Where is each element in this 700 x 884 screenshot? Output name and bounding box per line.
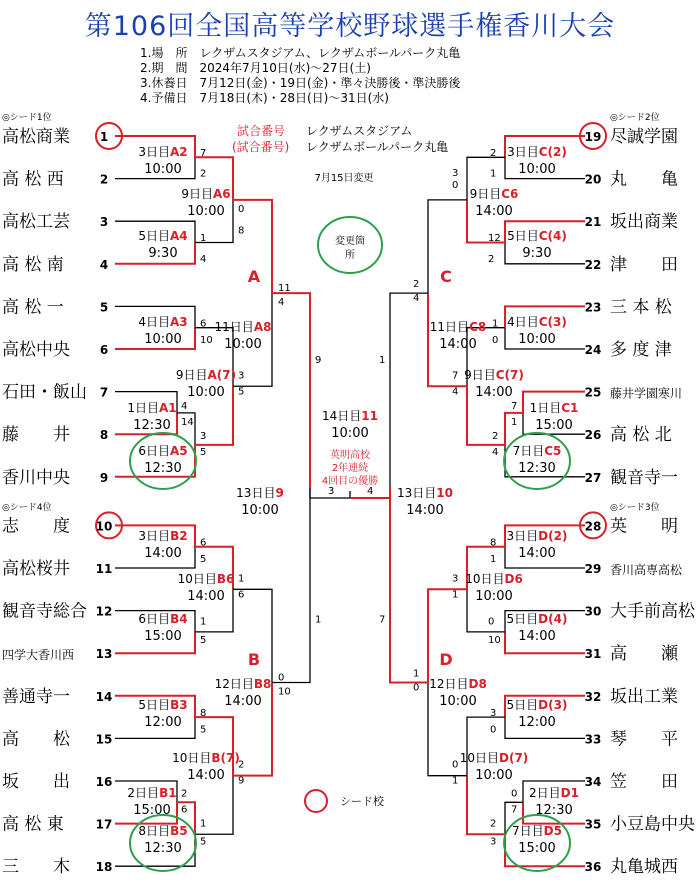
game-time: 12:30: [144, 841, 182, 856]
team-name-left: 坂 出: [2, 772, 70, 792]
score: 0: [511, 788, 518, 800]
game-time: 14:00: [439, 337, 477, 352]
score: 1: [511, 416, 518, 428]
score: 2: [492, 430, 499, 442]
score: 2: [488, 253, 495, 265]
team-number: 7: [99, 385, 109, 400]
game-id-label: 9日目C6: [469, 187, 519, 201]
game-time: 10:00: [224, 337, 262, 352]
team-number: 30: [584, 604, 602, 619]
game-time: 14:00: [144, 546, 182, 561]
game-id-label: 11日目C8: [429, 320, 487, 334]
score: 10: [278, 686, 291, 698]
game-time: 10:00: [475, 768, 513, 783]
score: 2: [490, 148, 497, 159]
game-time: 10:00: [439, 694, 477, 709]
game-id-label: 3日目D(2): [506, 529, 568, 543]
team-name-right: 高 松 北: [610, 425, 672, 446]
team-number: 23: [584, 300, 602, 315]
score: 11: [278, 283, 291, 295]
game-time: 14:00: [224, 694, 262, 709]
team-number: 33: [584, 732, 602, 747]
game-time: 12:00: [518, 715, 556, 730]
score: 2: [181, 788, 188, 800]
team-number: 18: [95, 860, 113, 875]
score: 10: [200, 335, 213, 346]
team-number: 12: [95, 604, 113, 619]
score: 0: [452, 179, 459, 191]
game-time: 15:00: [144, 629, 182, 644]
seed-label: ◎シード3位: [610, 503, 660, 513]
score: 9: [315, 355, 322, 367]
team-name-left: 観音寺総合: [2, 601, 87, 622]
game-time: 9:30: [522, 246, 552, 261]
team-number: 15: [95, 732, 113, 747]
bracket-line: [390, 293, 428, 488]
score: 1: [238, 573, 245, 585]
score: 7: [511, 400, 518, 412]
game-id-label: 4日目C(3): [507, 315, 567, 329]
team-name-left: 高 松: [2, 729, 70, 750]
score: 2: [238, 759, 245, 771]
team-name-right: 坂出商業: [610, 212, 678, 233]
score: 6: [200, 537, 207, 549]
game-time: 14:00: [475, 204, 513, 219]
seed-legend-icon: [305, 790, 327, 812]
score: 0: [490, 724, 497, 736]
team-number: 27: [584, 470, 602, 485]
team-name-right: 英 明: [610, 516, 678, 537]
venue-legend-text: レクザムスタジアム: [306, 124, 413, 138]
game-time: 15:00: [133, 803, 171, 818]
bracket-line: [272, 293, 310, 488]
block-letter: A: [247, 267, 261, 286]
team-number: 11: [95, 562, 113, 576]
team-name-right: 高 瀬: [610, 644, 678, 665]
game-id-label: 13日目9: [236, 486, 284, 500]
score: 7: [452, 370, 459, 382]
team-number: 24: [584, 343, 602, 357]
game-id-label: 9日目A6: [181, 187, 231, 201]
score: 12: [488, 233, 501, 245]
bracket-line: [467, 776, 505, 835]
team-number: 8: [99, 428, 109, 443]
score: 5: [200, 836, 207, 848]
team-number: 34: [584, 775, 602, 789]
game-time: 10:00: [475, 589, 513, 604]
team-number: 16: [95, 775, 113, 789]
game-time: 14:00: [187, 768, 225, 783]
team-number: 5: [99, 300, 109, 315]
info-venue: 1.場 所 レクザムスタジアム、レクザムボールパーク丸亀: [140, 46, 461, 60]
score: 5: [200, 635, 207, 647]
score: 0: [488, 616, 495, 628]
score: 8: [238, 225, 245, 237]
score: 6: [181, 804, 188, 816]
seed-label: ◎シード4位: [2, 503, 52, 513]
score: 3: [490, 707, 497, 719]
venue-legend-id: 試合番号: [237, 124, 286, 138]
team-name-right: 琴 平: [610, 729, 678, 750]
score: 2: [490, 818, 497, 830]
game-id-label: 2日目B1: [127, 786, 177, 800]
game-id-label: 4日目A3: [138, 315, 188, 329]
team-number: 6: [99, 343, 109, 357]
game-time: 9:30: [148, 246, 178, 261]
score: 5: [200, 446, 207, 458]
game-id-label: 7日目D5: [512, 824, 562, 838]
team-number: 10: [95, 519, 113, 534]
score: 3: [200, 430, 207, 442]
score: 1: [452, 775, 459, 787]
game-time: 14:00: [406, 503, 444, 518]
game-id-label: 11日目A8: [214, 320, 272, 334]
score: 1: [413, 668, 420, 680]
team-name-right: 三 本 松: [610, 297, 672, 318]
score: 5: [200, 724, 207, 736]
game-time: 12:30: [144, 461, 182, 476]
page-title: 第106回全国高等学校野球選手権香川大会: [84, 11, 616, 42]
score: 4: [452, 386, 459, 398]
final-note: 英明高校: [330, 450, 370, 461]
game-id-label: 10日目D(7): [459, 751, 529, 765]
team-number: 29: [584, 562, 602, 576]
team-name-left: 香川中央: [2, 467, 70, 488]
score: 4: [367, 486, 374, 497]
game-id-label: 3日目C(2): [507, 145, 567, 159]
game-time: 14:00: [187, 589, 225, 604]
team-name-left: 志 度: [2, 516, 70, 537]
game-id-label: 3日目A2: [138, 145, 188, 159]
score: 1: [379, 355, 386, 367]
seed-label: ◎シード2位: [610, 113, 660, 123]
score: 1: [452, 589, 459, 601]
team-number: 35: [584, 817, 602, 832]
score: 0: [413, 682, 420, 694]
score: 1: [490, 554, 497, 565]
game-id-label: 14日目11: [322, 409, 378, 423]
game-time: 14:00: [518, 629, 556, 644]
score: 4: [492, 446, 499, 458]
team-name-left: 高松商業: [2, 127, 70, 147]
score: 1: [200, 233, 207, 245]
team-name-right: 笠 田: [610, 772, 678, 792]
team-number: 36: [584, 860, 602, 875]
change-marker-text: 変更箇: [335, 236, 365, 247]
game-id-label: 12日目B8: [214, 677, 272, 691]
team-name-right: 藤井学園寒川: [610, 386, 683, 401]
team-name-left: 高 松 東: [2, 814, 64, 835]
block-letter: C: [440, 267, 452, 286]
game-time: 15:00: [518, 841, 556, 856]
score: 1: [492, 318, 499, 330]
team-name-right: 観音寺一: [610, 467, 678, 488]
score: 3: [452, 167, 459, 179]
score: 3: [490, 836, 497, 848]
team-name-right: 丸 亀: [610, 169, 678, 190]
change-marker-text: 所: [345, 250, 355, 261]
score: 14: [181, 416, 194, 428]
score: 1: [315, 614, 322, 626]
game-time: 10:00: [518, 332, 556, 347]
score: 5: [238, 386, 245, 398]
game-id-label: 1日目C1: [529, 401, 579, 415]
score: 2: [200, 168, 207, 180]
score: 6: [238, 589, 245, 601]
game-time: 10:00: [144, 162, 182, 177]
team-name-left: 四学大香川西: [2, 648, 75, 663]
game-id-label: 8日目B5: [138, 824, 188, 838]
team-number: 21: [584, 215, 602, 230]
game-id-label: 5日目D(3): [506, 698, 568, 712]
team-name-left: 藤 井: [2, 425, 70, 446]
team-number: 19: [584, 130, 602, 144]
game-time: 10:00: [331, 426, 369, 441]
game-id-label: 6日目A5: [138, 444, 188, 458]
game-id-label: 5日目C(4): [507, 229, 567, 243]
team-name-right: 香川高専高松: [610, 563, 683, 577]
team-name-left: 高松中央: [2, 340, 70, 360]
team-number: 17: [95, 817, 113, 832]
team-name-left: 石田・飯山: [2, 382, 87, 403]
team-number: 25: [584, 385, 602, 400]
game-id-label: 3日目B2: [138, 529, 188, 543]
score: 6: [200, 318, 207, 330]
team-name-right: 尽誠学園: [610, 127, 678, 147]
team-name-left: 高松桜井: [2, 559, 70, 579]
info-period: 2.期 間 2024年7月10日(水)～27日(土): [140, 61, 371, 75]
score: 4: [200, 253, 207, 265]
game-time: 15:00: [535, 418, 573, 433]
game-time: 12:30: [518, 461, 556, 476]
score: 9: [238, 775, 245, 787]
team-name-left: 三 木: [2, 857, 70, 878]
info-rest-days: 3.休養日 7月12日(金)・19日(金)・準々決勝後・準決勝後: [140, 76, 461, 90]
score: 7: [511, 804, 518, 816]
team-name-left: 高松工芸: [2, 212, 70, 233]
seed-legend-text: シード校: [340, 795, 384, 808]
game-id-label: 5日目B3: [138, 698, 188, 712]
score: 0: [452, 759, 459, 771]
team-number: 3: [99, 215, 109, 230]
score: 1: [200, 818, 207, 830]
game-id-label: 10日目B(7): [172, 751, 240, 765]
final-note: 4回目の優勝: [321, 476, 379, 487]
game-id-label: 10日目D6: [465, 572, 523, 586]
team-number: 13: [95, 647, 113, 662]
game-time: 12:30: [133, 418, 171, 433]
game-time: 10:00: [518, 162, 556, 177]
score: 3: [452, 573, 459, 585]
team-name-left: 高 松 一: [2, 297, 64, 318]
game-id-label: 10日目B6: [177, 572, 235, 586]
team-number: 26: [584, 428, 602, 443]
score: 8: [200, 707, 207, 719]
game-id-label: 13日目10: [397, 486, 453, 500]
game-time: 10:00: [144, 332, 182, 347]
score: 0: [278, 672, 285, 684]
game-id-label: 12日目D8: [429, 677, 487, 691]
score: 3: [238, 370, 245, 382]
team-name-right: 多 度 津: [610, 340, 672, 360]
change-note: 7月15日変更: [314, 173, 374, 184]
team-number: 22: [584, 257, 602, 272]
team-name-right: 坂出工業: [610, 686, 678, 707]
game-id-label: 1日目A1: [127, 401, 177, 415]
team-number: 31: [584, 647, 602, 662]
seed-label: ◎シード1位: [2, 113, 52, 123]
score: 2: [413, 279, 420, 291]
score: 4: [413, 293, 420, 305]
score: 3: [328, 486, 335, 497]
team-name-right: 丸亀城西: [610, 857, 678, 878]
team-number: 1: [99, 130, 109, 144]
game-id-label: 2日目D1: [529, 786, 579, 800]
game-time: 14:00: [475, 385, 513, 400]
game-id-label: 5日目A4: [138, 229, 188, 243]
score: 4: [278, 297, 285, 309]
team-number: 14: [95, 689, 113, 704]
score: 4: [181, 400, 188, 412]
game-id-label: 6日目B4: [138, 612, 188, 626]
score: 7: [379, 614, 386, 626]
team-number: 4: [99, 257, 109, 272]
venue-legend-text: レクザムボールパーク丸亀: [306, 140, 449, 154]
score: 0: [238, 203, 245, 215]
score: 10: [488, 635, 501, 647]
game-time: 12:00: [144, 715, 182, 730]
team-name-right: 大手前高松: [610, 601, 695, 622]
team-name-right: 津 田: [610, 254, 678, 275]
info-reserve-days: 4.予備日 7月18日(木)・28日(日)～31日(水): [140, 91, 389, 105]
team-number: 9: [99, 470, 109, 485]
venue-legend-id: (試合番号): [232, 140, 290, 154]
score: 0: [492, 335, 499, 346]
team-name-right: 小豆島中央: [610, 814, 695, 835]
game-time: 10:00: [187, 385, 225, 400]
score: 7: [200, 148, 207, 159]
score: 1: [490, 168, 497, 180]
game-time: 10:00: [241, 503, 279, 518]
game-id-label: 7日目C5: [512, 444, 562, 458]
bracket-line: [467, 717, 505, 776]
team-number: 20: [584, 172, 602, 187]
final-note: 2年連続: [331, 463, 369, 474]
block-letter: D: [439, 650, 453, 669]
team-name-left: 善通寺一: [2, 686, 70, 707]
team-number: 28: [584, 519, 602, 534]
team-number: 2: [99, 172, 109, 187]
score: 8: [490, 537, 497, 549]
block-letter: B: [247, 650, 261, 669]
score: 5: [200, 554, 207, 565]
game-id-label: 5日目D(4): [506, 612, 568, 626]
team-name-left: 高 松 西: [2, 169, 64, 190]
game-time: 14:00: [518, 546, 556, 561]
team-number: 32: [584, 689, 602, 704]
game-time: 12:30: [535, 803, 573, 818]
score: 1: [200, 616, 207, 628]
game-id-label: 9日目A(7): [175, 368, 237, 382]
game-time: 10:00: [187, 204, 225, 219]
game-id-label: 9日目C(7): [464, 368, 524, 382]
team-name-left: 高 松 南: [2, 254, 64, 275]
